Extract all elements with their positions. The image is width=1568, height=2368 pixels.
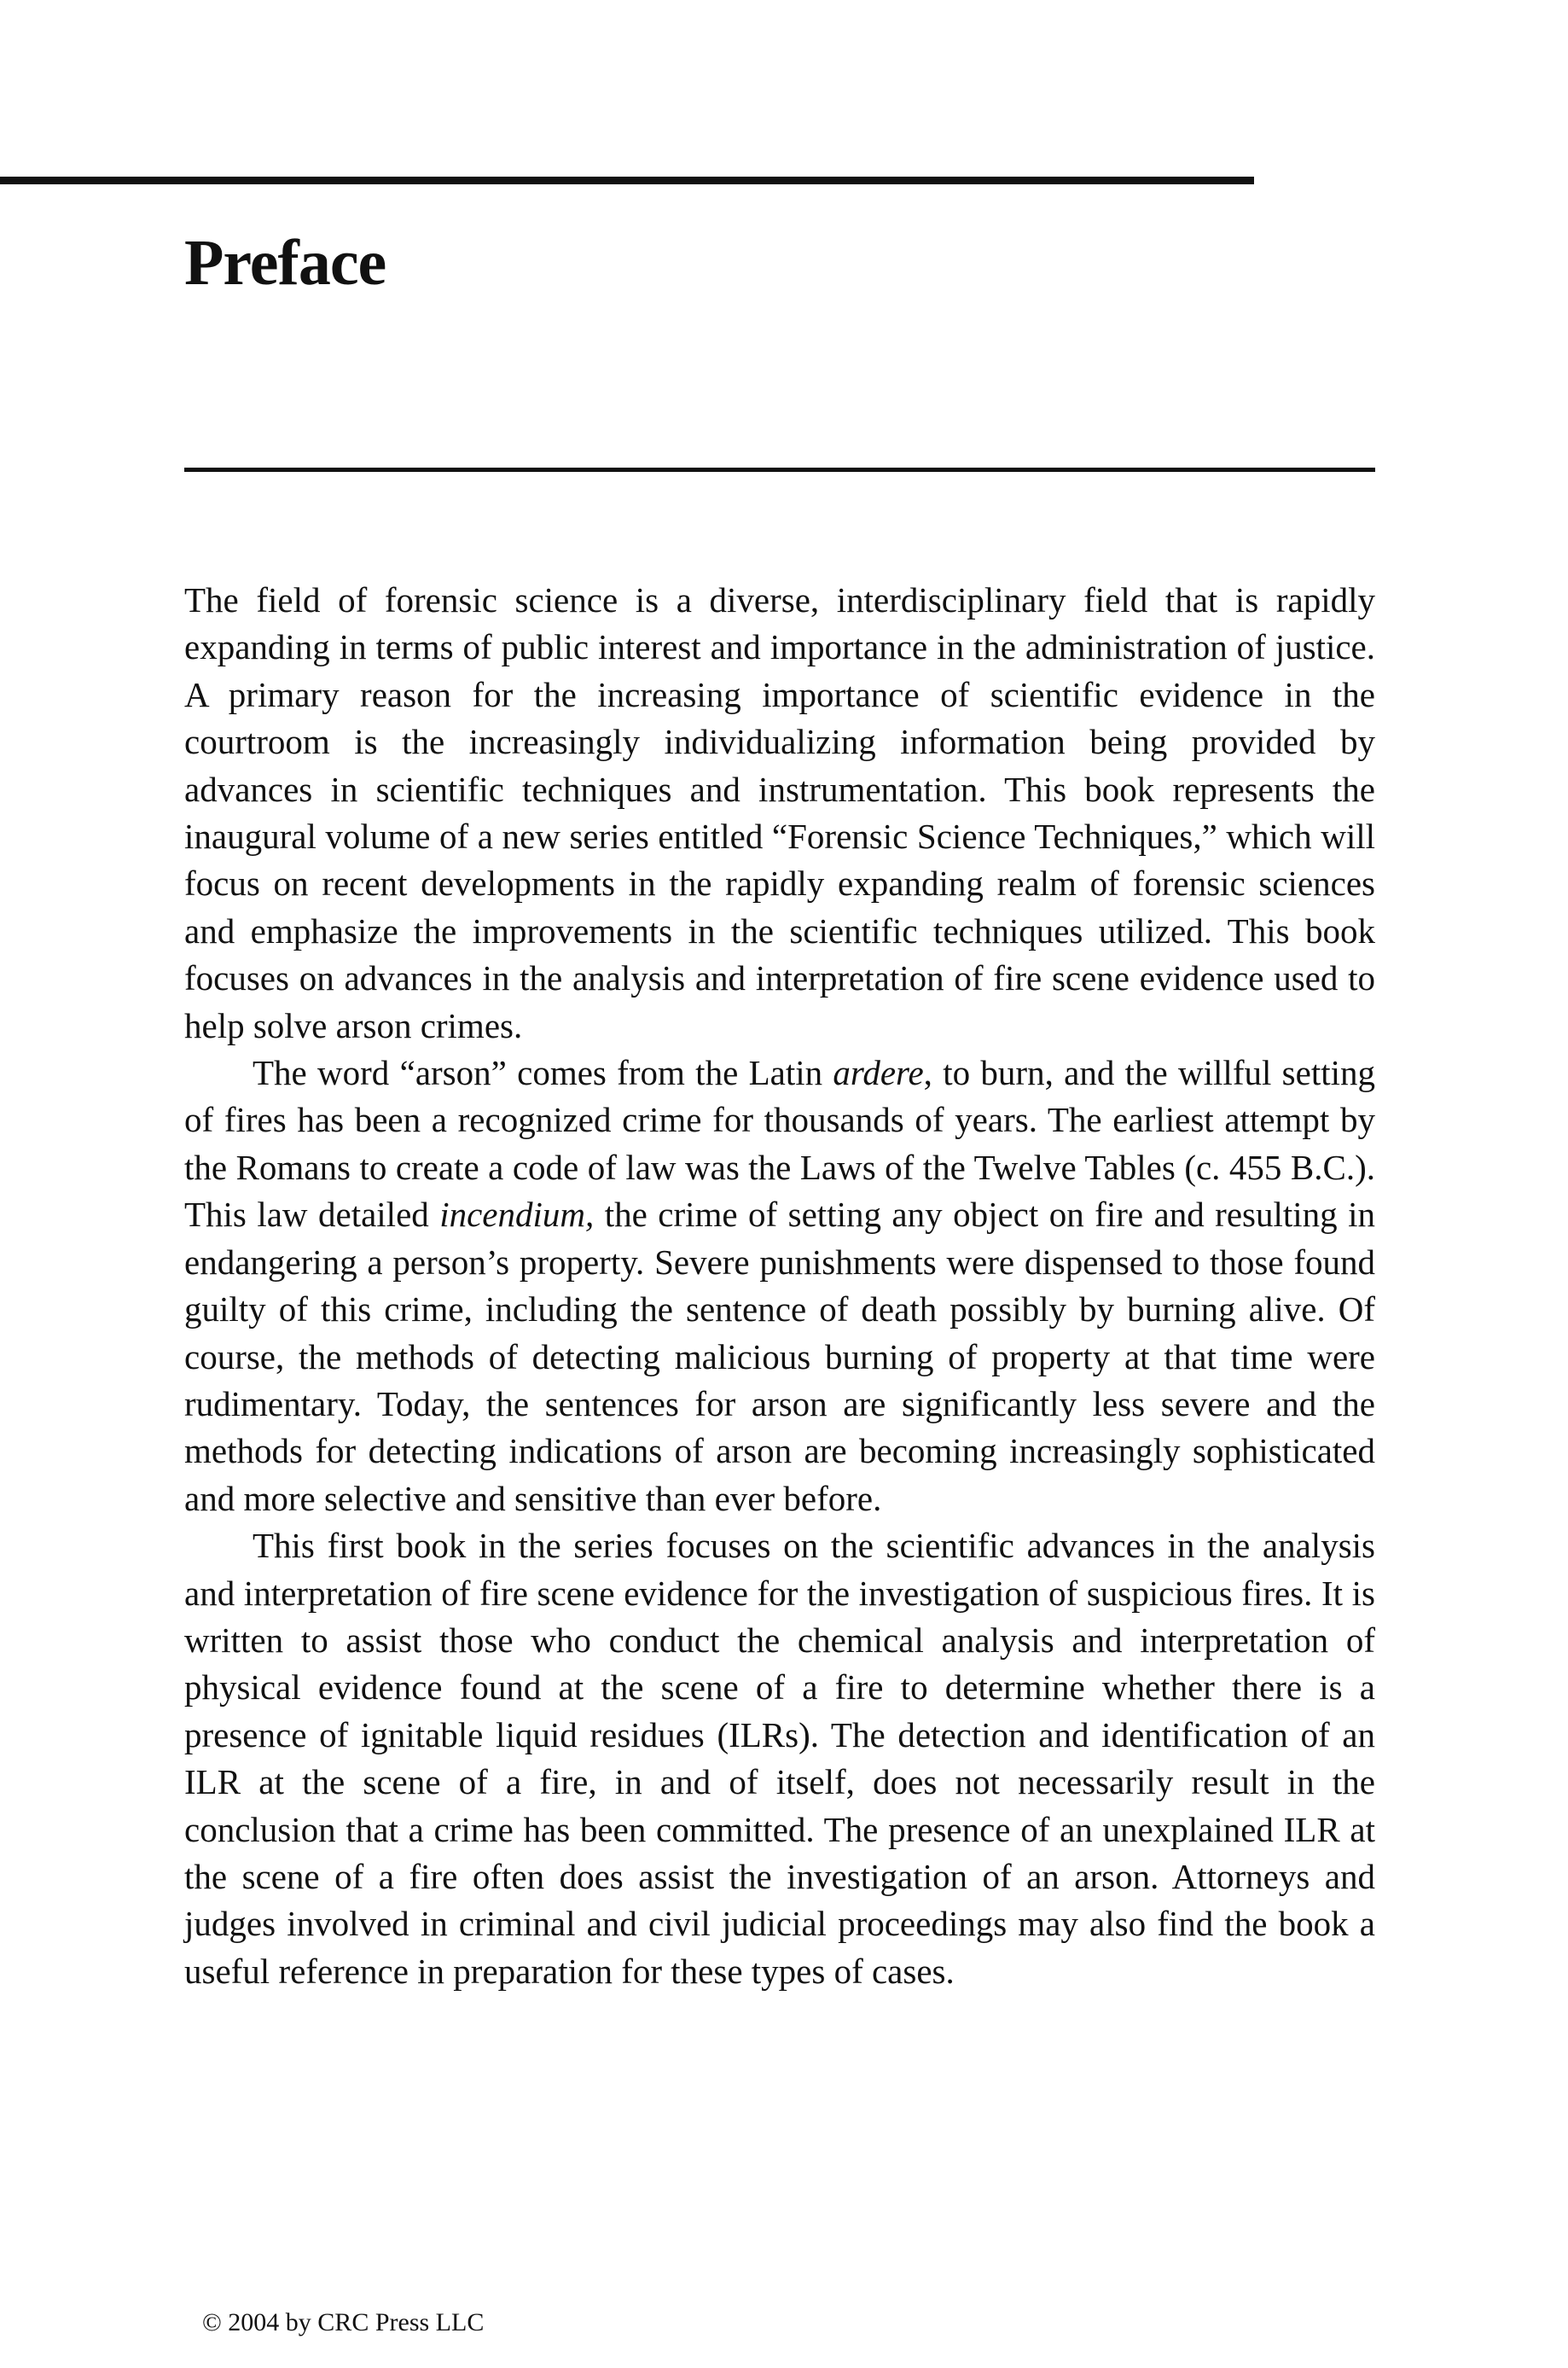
paragraph-2-text-c: the crime of setting any object on fire and resulting in endangering a person’s property. Severe punishments were dispensed to those found guilty of this crime, including the sentence of death possibly by burning alive. Of course, the methods of detecting malicious burning of property at that time were rudimentary. Today, the sentences for arson are significantly less severe and the methods for detecting indications of arson are becoming increasingly sophisticated and more selective and sensitive than ever before. [184,1195,1375,1518]
latin-term-ardere: ardere [833,1053,924,1093]
paragraph-2 [184,1050,1375,1522]
paragraph-2-text-b: , to burn, and the willful setting of fires has been a recognized crime for thousands of years. The earliest attempt by the Romans to create a code of law was the Laws of the Twelve Tables (c. 455 B.C.). This law detailed [184,1053,1375,1235]
paragraph-3 [184,1522,1375,1995]
paragraph-2-text-a: The word “arson” comes from the Latin [253,1053,833,1093]
body-text [184,577,1375,1995]
paragraph-1-text: The field of forensic science is a diverse, interdisciplinary field that is rapidly expanding in terms of public interest and importance in the administration of justice. A primary reason for the increasing importance of scientific evidence in the courtroom is the increasingly individualizing information being provided by advances in scientific techniques and instrumentation. This book represents the inaugural volume of a new series entitled “Forensic Science Techniques,” which will focus on recent developments in the rapidly expanding realm of forensic sciences and emphasize the improvements in the scientific techniques utilized. This book focuses on advances in the analysis and interpretation of fire scene evidence used to help solve arson crimes. [184,580,1375,1045]
copyright-footer: © 2004 by CRC Press LLC [202,2308,485,2336]
page-title: Preface [184,227,386,299]
title-rule [184,468,1375,472]
latin-term-incendium: incendium, [439,1195,595,1235]
paragraph-3-text: This first book in the series focuses on the scientific advances in the analysis and interpretation of fire scene evidence for the investigation of suspicious fires. It is written to assist those who conduct the chemical analysis and interpretation of physical evidence found at the scene of a fire to determine whether there is a presence of ignitable liquid residues (ILRs). The detection and identification of an ILR at the scene of a fire, in and of itself, does not necessarily result in the conclusion that a crime has been committed. The presence of an unexplained ILR at the scene of a fire often does assist the investigation of an arson. Attorneys and judges involved in criminal and civil judicial proceedings may also find the book a useful reference in preparation for these types of cases. [184,1526,1375,1991]
paragraph-1 [184,577,1375,1050]
top-rule [0,177,1254,184]
